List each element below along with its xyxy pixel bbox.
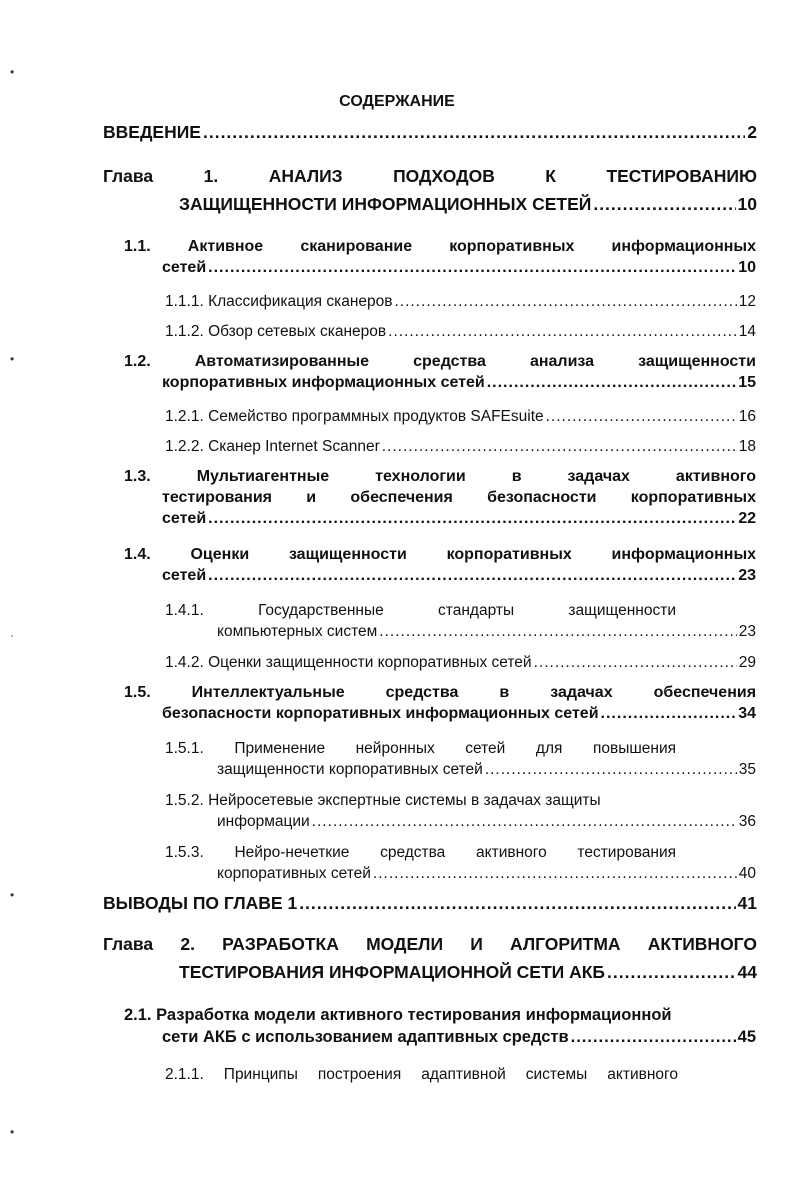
toc-entry-1-4-1[interactable]: [165, 600, 756, 642]
toc-entry-1-1[interactable]: [124, 236, 756, 278]
toc-entry-text: ТЕСТИРОВАНИЯ ИНФОРМАЦИОННОЙ СЕТИ АКБ: [179, 962, 606, 982]
toc-page-number: 2: [747, 122, 757, 142]
toc-entry-chapter-1[interactable]: [103, 166, 757, 215]
toc-page-number: 40: [738, 865, 756, 882]
toc-entry-intro[interactable]: [103, 122, 757, 143]
toc-entry-text: сетей: [162, 510, 207, 527]
dot-leader: [388, 321, 737, 342]
toc-entry-line: 1.5.3. Нейро-нечеткие средства активного тестирования: [165, 844, 676, 861]
toc-entry-text: корпоративных информационных сетей: [162, 374, 485, 391]
dot-leader: [593, 194, 735, 215]
toc-entry-line: 2.1. Разработка модели активного тестирования информационной: [124, 1006, 672, 1024]
toc-entry-chapter-2[interactable]: [103, 934, 757, 983]
toc-entry-1-2-1[interactable]: [165, 406, 756, 427]
scan-speck: •: [10, 1125, 15, 1139]
toc-entry-1-1-1[interactable]: [165, 291, 756, 312]
toc-page-number: 10: [738, 259, 756, 276]
toc-entry-text: 1.4.2. Оценки защищенности корпоративных сетей: [165, 654, 532, 671]
toc-entry-text: корпоративных сетей: [217, 865, 371, 882]
toc-page-number: 34: [738, 705, 756, 722]
scan-speck: •: [10, 888, 15, 902]
toc-entry-line: Глава 1. АНАЛИЗ ПОДХОДОВ К ТЕСТИРОВАНИЮ: [103, 166, 757, 186]
toc-entry-text: 1.2.1. Семейство программных продуктов SAFEsuite: [165, 408, 544, 425]
toc-page-number: 10: [737, 194, 757, 214]
dot-leader: [208, 565, 736, 586]
toc-page-number: 44: [737, 962, 757, 982]
toc-entry-line: 1.3. Мультиагентные технологии в задачах активного: [124, 468, 756, 485]
toc-page-number: 22: [738, 510, 756, 527]
toc-page-number: 41: [737, 893, 757, 913]
toc-page-number: 36: [738, 813, 756, 830]
toc-page-number: 35: [738, 761, 756, 778]
scan-speck: •: [10, 65, 15, 79]
toc-entry-line: 1.4.1. Государственные стандарты защищенности: [165, 602, 676, 619]
toc-entry-text: защищенности корпоративных сетей: [217, 761, 483, 778]
dot-leader: [299, 893, 735, 914]
dot-leader: [487, 372, 736, 393]
toc-entry-text: 1.1.1. Классификация сканеров: [165, 293, 393, 310]
toc-entry-line: 1.5. Интеллектуальные средства в задачах обеспечения: [124, 684, 757, 701]
dot-leader: [485, 759, 737, 780]
dot-leader: [382, 436, 737, 457]
dot-leader: [607, 962, 736, 983]
toc-entry-line: 1.2. Автоматизированные средства анализа защищенности: [124, 353, 756, 370]
toc-page-number: 15: [738, 374, 756, 391]
toc-page-number: 23: [738, 567, 756, 584]
toc-page-number: 18: [738, 438, 756, 455]
toc-entry-1-5[interactable]: [124, 682, 756, 724]
toc-page-number: 16: [738, 408, 756, 425]
toc-entry-1-2-2[interactable]: [165, 436, 756, 457]
toc-entry-text: безопасности корпоративных информационных сетей: [162, 705, 599, 722]
toc-entry-text: информации: [217, 813, 310, 830]
dot-leader: [571, 1026, 736, 1048]
scan-speck: •: [10, 352, 15, 366]
toc-page-number: 29: [738, 654, 756, 671]
toc-entry-text: компьютерных систем: [217, 623, 378, 640]
toc-entry-text: ВЫВОДЫ ПО ГЛАВЕ 1: [103, 893, 298, 913]
dot-leader: [601, 703, 737, 724]
toc-entry-1-5-3[interactable]: [165, 842, 756, 884]
page-title: СОДЕРЖАНИЕ: [339, 93, 455, 110]
toc-page-number: 45: [737, 1028, 756, 1046]
toc-entry-line: тестирования и обеспечения безопасности корпоративных: [162, 489, 756, 506]
toc-entry-text: сети АКБ с использованием адаптивных средств: [162, 1028, 569, 1046]
toc-entry-text: сетей: [162, 567, 207, 584]
toc-entry-1-3[interactable]: [124, 466, 756, 529]
dot-leader: [208, 508, 736, 529]
toc-entry-1-5-2[interactable]: [165, 790, 756, 832]
toc-entry-line: 1.1. Активное сканирование корпоративных информационных: [124, 238, 756, 255]
toc-entry-1-2[interactable]: [124, 351, 756, 393]
dot-leader: [373, 863, 737, 884]
toc-entry-text: 1.2.2. Сканер Internet Scanner: [165, 438, 380, 455]
dot-leader: [394, 291, 736, 312]
dot-leader: [208, 257, 736, 278]
scan-speck: ·: [10, 628, 14, 642]
toc-entry-line: Глава 2. РАЗРАБОТКА МОДЕЛИ И АЛГОРИТМА АКТИВНОГО: [103, 934, 757, 954]
dot-leader: [534, 652, 737, 673]
dot-leader: [546, 406, 737, 427]
toc-entry-line: 1.5.2. Нейросетевые экспертные системы в задачах защиты: [165, 792, 601, 809]
toc-entry-1-1-2[interactable]: [165, 321, 756, 342]
toc-page-number: 14: [738, 323, 756, 340]
toc-entry-line: 1.4. Оценки защищенности корпоративных информационных: [124, 546, 757, 563]
toc-entry-line: 2.1.1. Принципы построения адаптивной системы активного: [165, 1066, 678, 1083]
toc-entry-1-4-2[interactable]: [165, 652, 756, 673]
toc-entry-1-5-1[interactable]: [165, 738, 756, 780]
toc-entry-1-4[interactable]: [124, 544, 756, 586]
toc-page-number: 23: [738, 623, 756, 640]
toc-entry-line: 1.5.1. Применение нейронных сетей для повышения: [165, 740, 677, 757]
toc-entry-text: 1.1.2. Обзор сетевых сканеров: [165, 323, 387, 340]
dot-leader: [379, 621, 736, 642]
toc-entry-text: сетей: [162, 259, 207, 276]
dot-leader: [203, 122, 745, 143]
toc-entry-2-1-1[interactable]: [165, 1064, 678, 1085]
toc-entry-conclusions-1[interactable]: [103, 893, 757, 914]
toc-entry-text: ЗАЩИЩЕННОСТИ ИНФОРМАЦИОННЫХ СЕТЕЙ: [179, 194, 592, 214]
toc-entry-text: ВВЕДЕНИЕ: [103, 122, 201, 142]
toc-entry-2-1[interactable]: [124, 1004, 756, 1048]
toc-page-number: 12: [738, 293, 756, 310]
dot-leader: [312, 811, 737, 832]
